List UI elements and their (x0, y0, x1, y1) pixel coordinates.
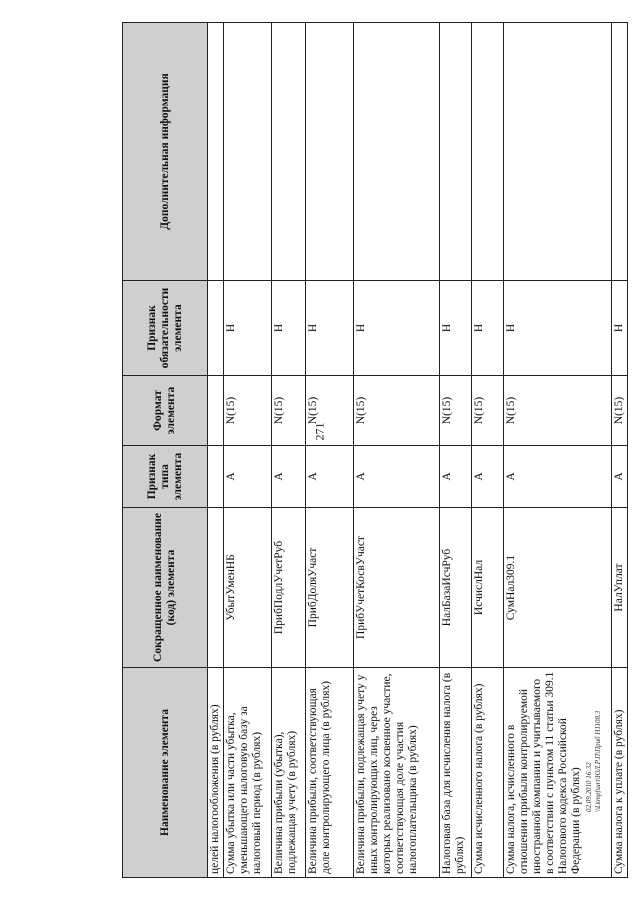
section-title: целей налогообложения (в рублях) (208, 668, 224, 878)
cell-type: А (440, 446, 472, 508)
cell-required: Н (224, 281, 272, 376)
cell-required: Н (472, 281, 504, 376)
cell-name: Величина прибыли (убытка), подлежащая учету (в рублях) (272, 668, 306, 878)
cell-required: Н (306, 281, 354, 376)
cell-format: N(15) (472, 376, 504, 446)
cell-format: N(15) (306, 376, 354, 446)
cell-type: А (504, 446, 612, 508)
header-code: Сокращенное наименование (код) элемента (123, 508, 208, 668)
table-row (354, 23, 440, 878)
cell-code: ПрибДоляУчаст (306, 508, 354, 668)
cell-info (272, 23, 306, 281)
table-row (272, 23, 306, 878)
cell-info (440, 23, 472, 281)
cell-type: А (224, 446, 272, 508)
cell-info (306, 23, 354, 281)
cell-type: А (472, 446, 504, 508)
cell-type: А (354, 446, 440, 508)
cell-code: НалБазаИсчРуб (440, 508, 472, 668)
cell-name: Величина прибыли, соответствующая доле контролирующего лица (в рублях) (306, 668, 354, 878)
header-format: Формат элемента (123, 376, 208, 446)
cell-code: НалУплат (612, 508, 628, 668)
table-row (472, 23, 504, 878)
header-type: Признак типа элемента (123, 446, 208, 508)
cell-name: Налоговая база для исчисления налога (в рублях) (440, 668, 472, 878)
footer-date: 02.09.2010 16:32 (585, 762, 593, 812)
cell-name: Сумма убытка или части убытка, уменьшающего налоговую базу за налоговый период (в рублях) (224, 668, 272, 878)
cell-info (472, 23, 504, 281)
footer-path: \\Lkmpfsurt\ЮЛ.Р.П\Приб Н1108.3 (594, 710, 602, 812)
cell-code: ИсчислНал (472, 508, 504, 668)
header-name: Наименование элемента (123, 668, 208, 878)
header-info: Дополнительная информация (123, 23, 208, 281)
table-row (440, 23, 472, 878)
cell-code: ПрибУчетКосвУчаст (354, 508, 440, 668)
cell-required: Н (612, 281, 628, 376)
header-required: Признак обязательности элемента (123, 281, 208, 376)
cell-required: Н (272, 281, 306, 376)
cell-type: А (612, 446, 628, 508)
cell-type: А (272, 446, 306, 508)
cell-name: Сумма налога, исчисленного в отношении прибыли контролируемой иностранной компании и учитываемого в соответствии с пунктом 11 статьи 309.1 Налогового кодекса Российской Федерации (в рублях) (504, 668, 612, 878)
cell-name: Сумма налога к уплате (в рублях) (612, 668, 628, 878)
cell-code: СумНал309.1 (504, 508, 612, 668)
cell-code: УбытУменНБ (224, 508, 272, 668)
cell-required: Н (440, 281, 472, 376)
table-row (612, 23, 628, 878)
cell-format: N(15) (272, 376, 306, 446)
table-row (306, 23, 354, 878)
cell-required: Н (354, 281, 440, 376)
cell-type: А (306, 446, 354, 508)
cell-name: Сумма исчисленного налога (в рублях) (472, 668, 504, 878)
elements-table (122, 22, 628, 878)
section-row (208, 23, 224, 878)
table-row (224, 23, 272, 878)
table-header-row (123, 23, 208, 878)
cell-name: Величина прибыли, подлежащая учету у иных контролирующих лиц, через которых реализовано косвенное участие, соответствующая доле участия налогоплательщика (в рублях) (354, 668, 440, 878)
cell-info (224, 23, 272, 281)
table-row (504, 23, 612, 878)
cell-info (612, 23, 628, 281)
cell-format: N(15) (504, 376, 612, 446)
cell-required: Н (504, 281, 612, 376)
cell-info (354, 23, 440, 281)
cell-info (504, 23, 612, 281)
cell-format: N(15) (224, 376, 272, 446)
cell-code: ПрибПодлУчетРуб (272, 508, 306, 668)
cell-format: N(15) (440, 376, 472, 446)
cell-format: N(15) (612, 376, 628, 446)
page-number: 271 (312, 422, 327, 441)
cell-format: N(15) (354, 376, 440, 446)
